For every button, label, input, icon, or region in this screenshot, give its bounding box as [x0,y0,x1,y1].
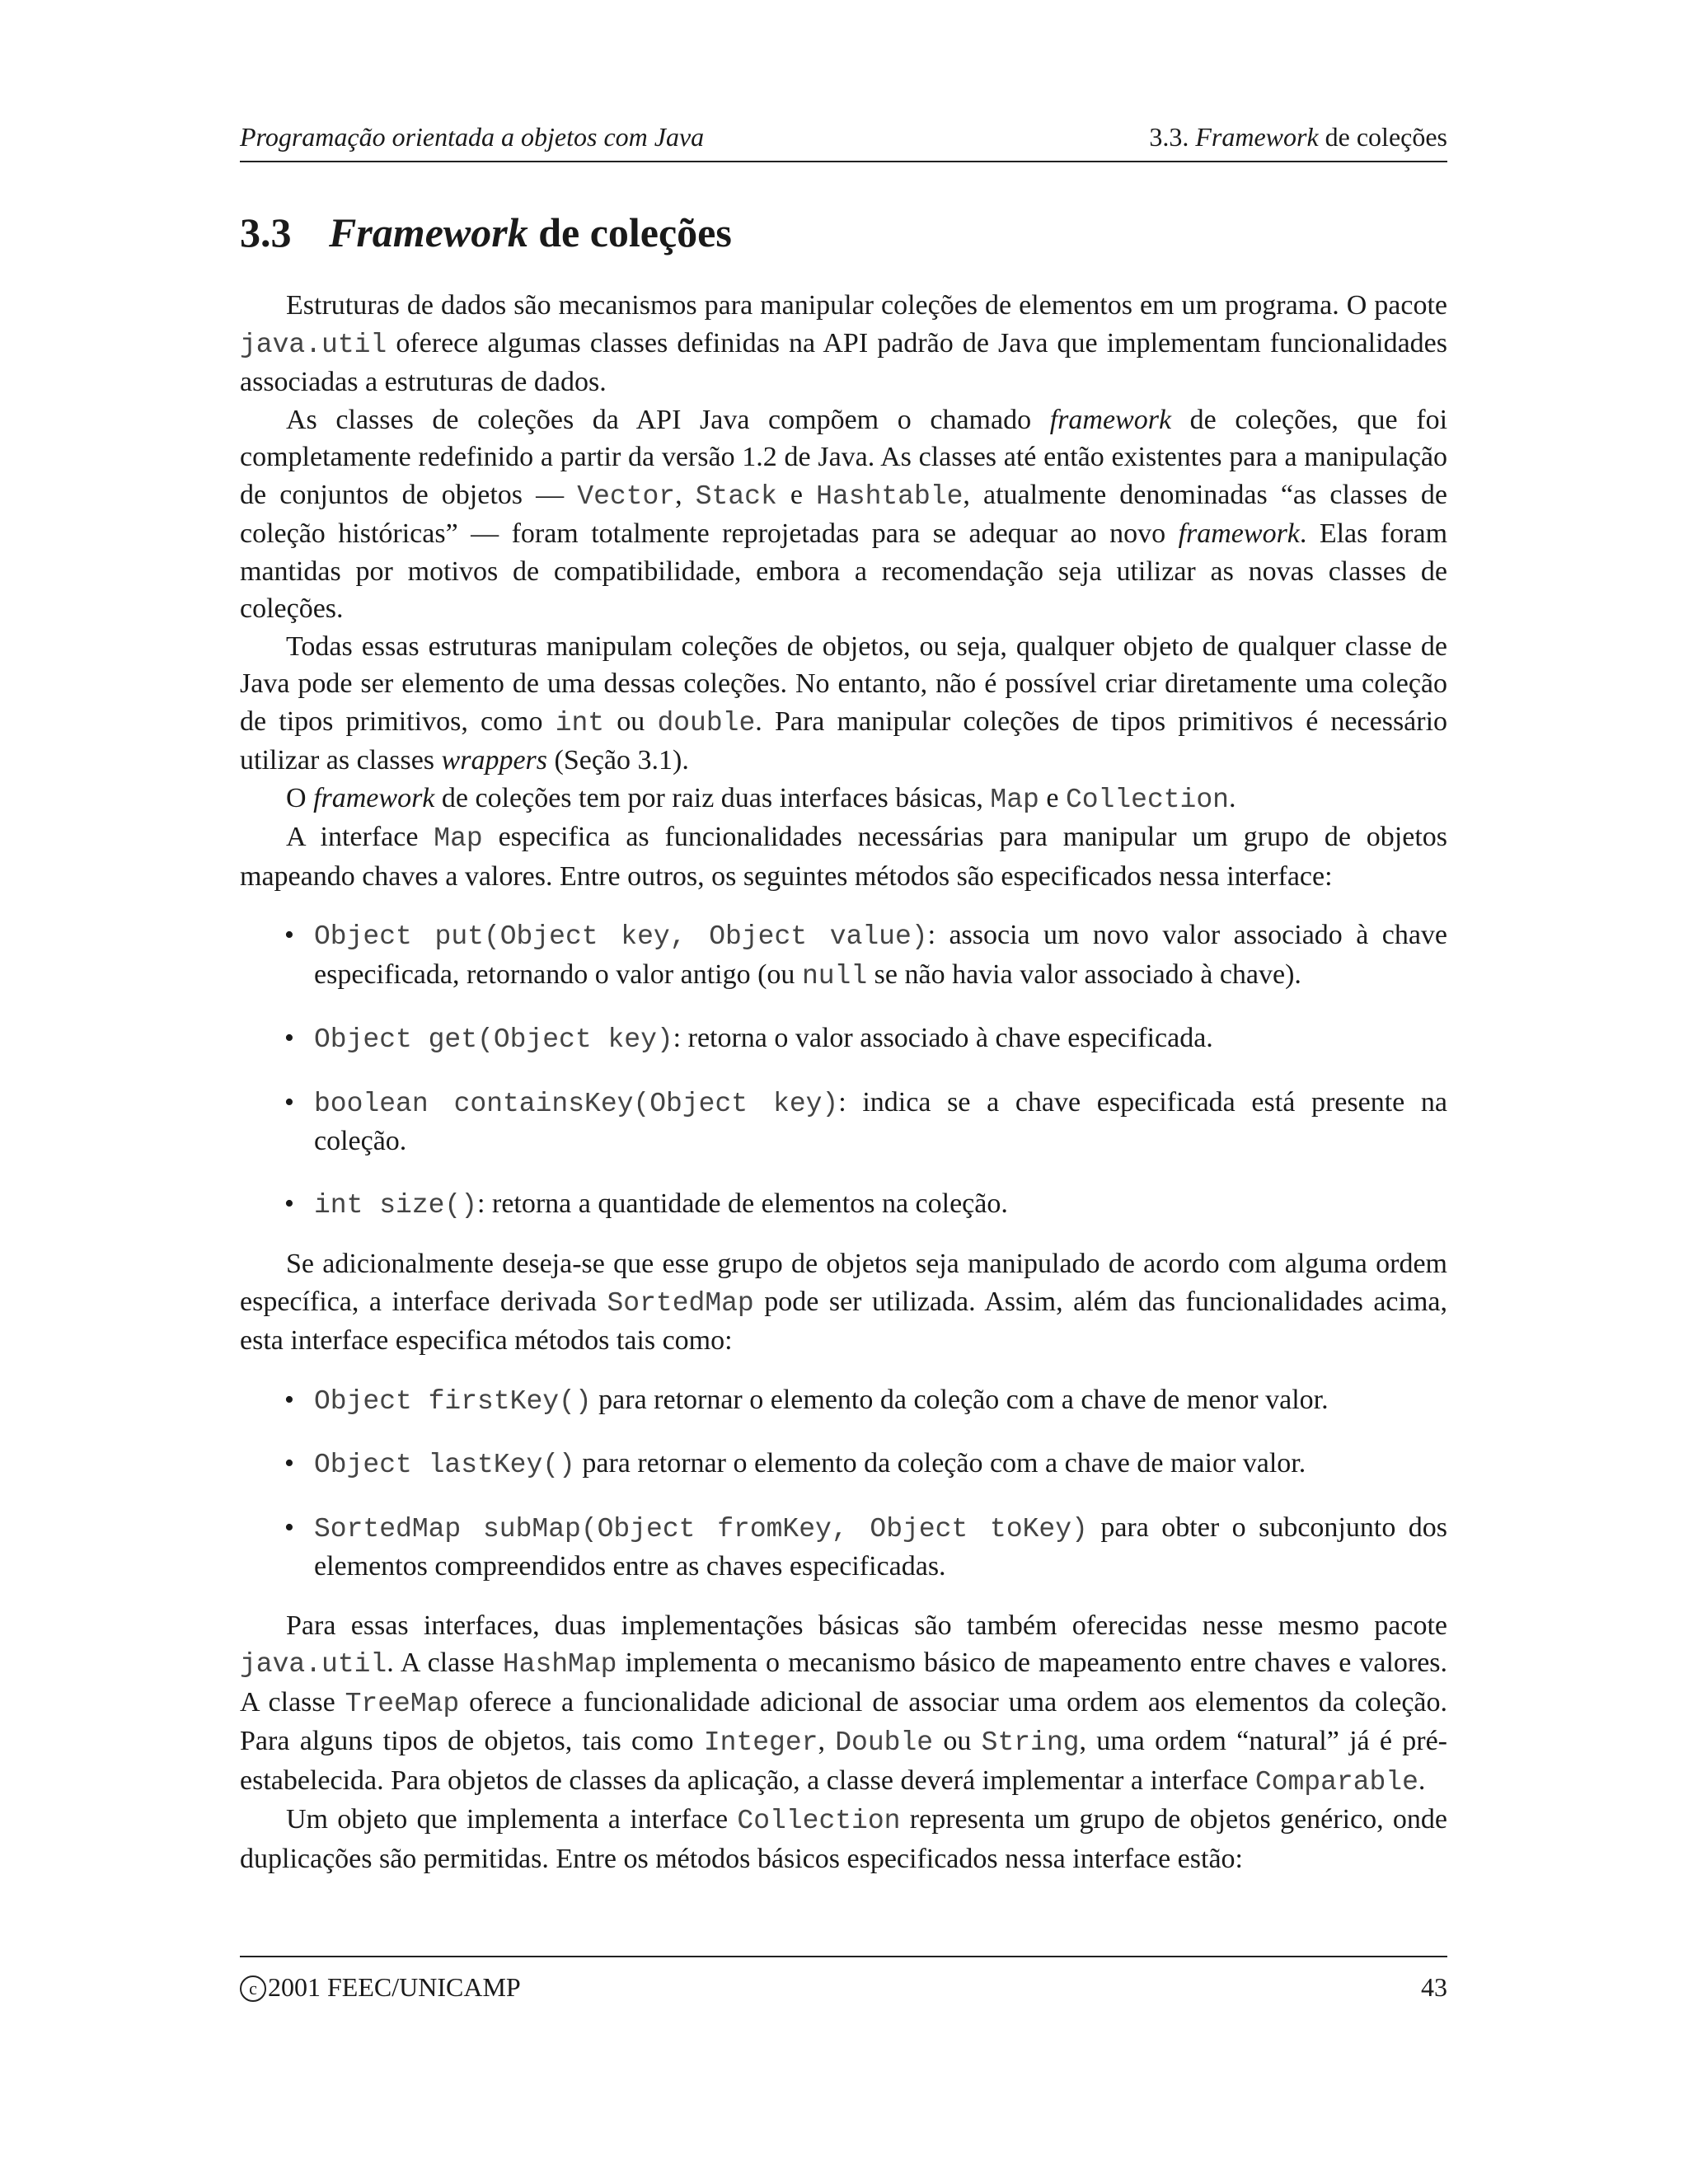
paragraph-7: Para essas interfaces, duas implementações básicas são também oferecidas nesse mesmo pacote java.util. A classe HashMap implementa o mecanismo básico de mapeamento entre chaves e valores. A classe TreeMap oferece a funcionalidade adicional de associar uma ordem aos elementos da coleção. Para alguns tipos de objetos, tais como Integer, Double ou String, uma ordem “natural” já é pré-estabelecida. Para objetos de classes da aplicação, a classe deverá implementar a interface Comparable. [240,1610,1448,1797]
list-item: • SortedMap subMap(Object fromKey, Object toKey) para obter o subconjunto dos elementos compreendidos entre as chaves especificadas. [314,1509,1447,1586]
paragraph-4: O framework de coleções tem por raiz duas interfaces básicas, Map e Collection. [286,782,1236,815]
header-section-title: 3.3. Framework de coleções [1149,122,1447,152]
section-heading: 3.3 Framework de coleções [240,209,732,255]
page-footer [240,1956,1447,2003]
paragraph-6: Se adicionalmente deseja-se que esse grupo de objetos seja manipulado de acordo com alguma ordem específica, a interface derivada SortedMap pode ser utilizada. Assim, além das funcionalidades acima, esta interface especifica métodos tais como: [240,1249,1447,1356]
copyright-icon: c [240,1975,266,2002]
list-item: • Object put(Object key, Object value): associa um novo valor associado à chave especificada, retornando o valor antigo (ou null se não havia valor associado à chave). [314,916,1447,995]
list-item: • Object get(Object key): retorna o valor associado à chave especificada. [314,1019,1447,1059]
page-body [240,208,1447,1877]
page-number: 43 [1421,1972,1447,2002]
list-item: • Object firstKey() para retornar o elemento da coleção com a chave de menor valor. [314,1381,1447,1421]
list-item: • Object lastKey() para retornar o elemento da coleção com a chave de maior valor. [314,1445,1447,1484]
footer-copyright: c 2001 FEEC/UNICAMP [240,1972,521,2003]
list-item: • boolean containsKey(Object key): indica se a chave especificada está presente na coleção. [314,1084,1447,1160]
paragraph-3: Todas essas estruturas manipulam coleções de objetos, ou seja, qualquer objeto de qualquer classe de Java pode ser elemento de uma dessas coleções. No entanto, não é possível criar diretamente uma coleção de tipos primitivos, como int ou double. Para manipular coleções de tipos primitivos é necessário utilizar as classes wrappers (Seção 3.1). [240,630,1448,776]
section-number: 3.3 [240,209,292,255]
paragraph-1: Estruturas de dados são mecanismos para manipular coleções de elementos em um programa. O pacote java.util oferece algumas classes definidas na API padrão de Java que implementam funcionalidades associadas a estruturas de dados. [240,290,1447,397]
paragraph-8: Um objeto que implementa a interface Collection representa um grupo de objetos genérico, onde duplicações são permitidas. Entre os métodos básicos especificados nessa interface estão: [240,1804,1448,1874]
list-item: • int size(): retorna a quantidade de elementos na coleção. [314,1185,1447,1225]
sortedmap-methods-list [240,1381,1447,1586]
header-book-title: Programação orientada a objetos com Java [240,122,705,152]
paragraph-5: A interface Map especifica as funcionalidades necessárias para manipular um grupo de objetos mapeando chaves a valores. Entre outros, os seguintes métodos são especificados nessa interface: [240,822,1448,892]
running-header [240,122,1447,162]
paragraph-2: As classes de coleções da API Java compõem o chamado framework de coleções, que foi completamente redefinido a partir da versão 1.2 de Java. As classes até então existentes para a manipulação de conjuntos de objetos — Vector, Stack e Hashtable, atualmente denominadas “as classes de coleção históricas” — foram totalmente reprojetadas para se adequar ao novo framework. Elas foram mantidas por motivos de compatibilidade, embora a recomendação seja utilizar as novas classes de coleções. [240,404,1448,624]
map-methods-list [240,916,1447,1224]
